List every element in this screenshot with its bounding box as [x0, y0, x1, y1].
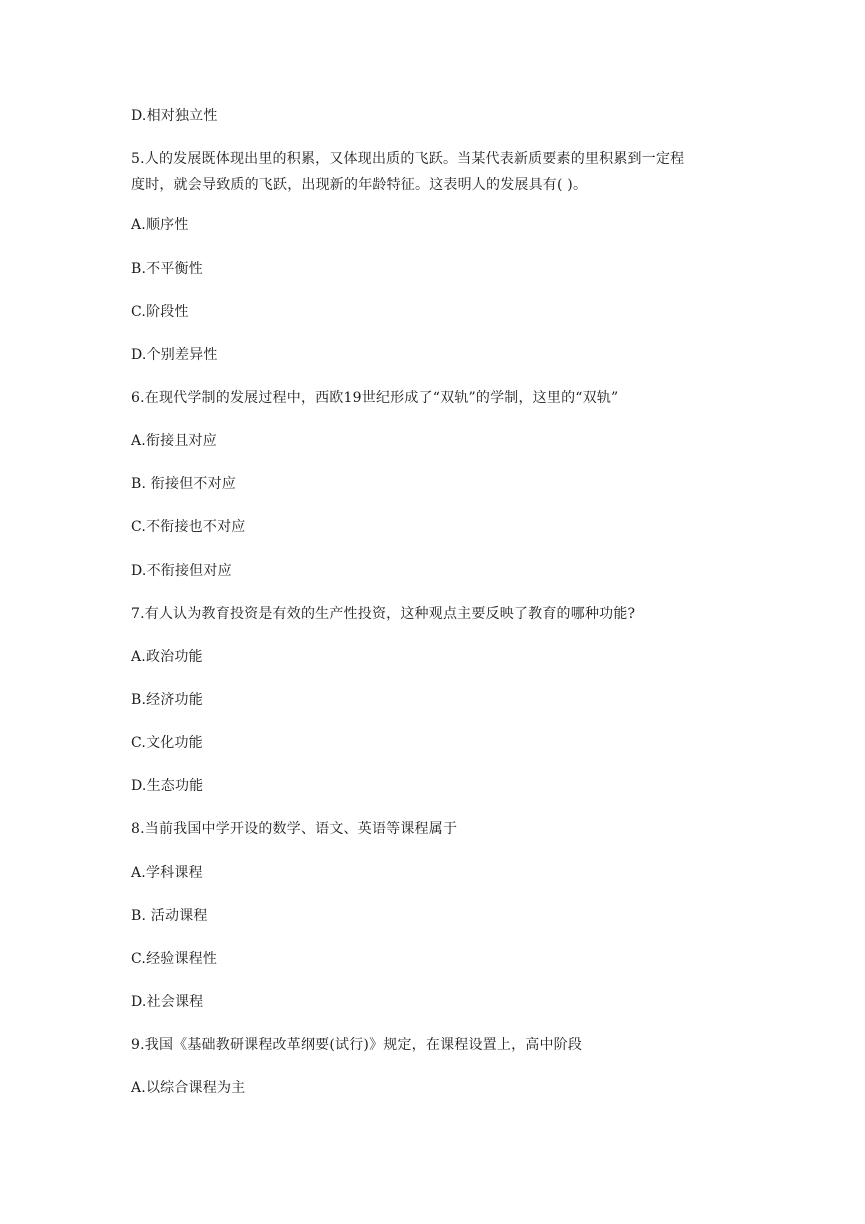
option-8b: B. 活动课程 — [131, 908, 208, 924]
option-8a: A.学科课程 — [131, 865, 203, 881]
question-7: 7.有人认为教育投资是有效的生产性投资，这种观点主要反映了教育的哪种功能? — [131, 606, 636, 622]
option-6b: B. 衔接但不对应 — [131, 476, 236, 492]
question-6: 6.在现代学制的发展过程中，西欧19世纪形成了“双轨”的学制，这里的“双轨” — [131, 390, 619, 406]
question-5-line-2: 度时，就会导致质的飞跃，出现新的年龄特征。这表明人的发展具有( )。 — [131, 177, 588, 193]
option-8c: C.经验课程性 — [131, 951, 218, 967]
option-6a: A.衔接且对应 — [131, 433, 217, 449]
option-7d: D.生态功能 — [131, 778, 204, 794]
option-4d: D.相对独立性 — [131, 108, 218, 124]
option-5c: C.阶段性 — [131, 304, 189, 320]
option-5b: B.不平衡性 — [131, 261, 203, 277]
option-8d: D.社会课程 — [131, 994, 204, 1010]
option-6c: C.不衔接也不对应 — [131, 519, 246, 535]
option-7c: C.文化功能 — [131, 735, 203, 751]
option-7b: B.经济功能 — [131, 692, 203, 708]
option-7a: A.政治功能 — [131, 649, 203, 665]
question-8: 8.当前我国中学开设的数学、语文、英语等课程属于 — [131, 821, 458, 837]
option-5a: A.顺序性 — [131, 217, 189, 233]
option-5d: D.个别差异性 — [131, 347, 218, 363]
question-9: 9.我国《基础教研课程改革纲要(试行)》规定，在课程设置上，高中阶段 — [131, 1037, 583, 1053]
option-6d: D.不衔接但对应 — [131, 563, 232, 579]
option-9a: A.以综合课程为主 — [131, 1080, 246, 1096]
question-5-line-1: 5.人的发展既体现出里的积累，又体现出质的飞跃。当某代表新质要素的里积累到一定程 — [131, 151, 685, 167]
